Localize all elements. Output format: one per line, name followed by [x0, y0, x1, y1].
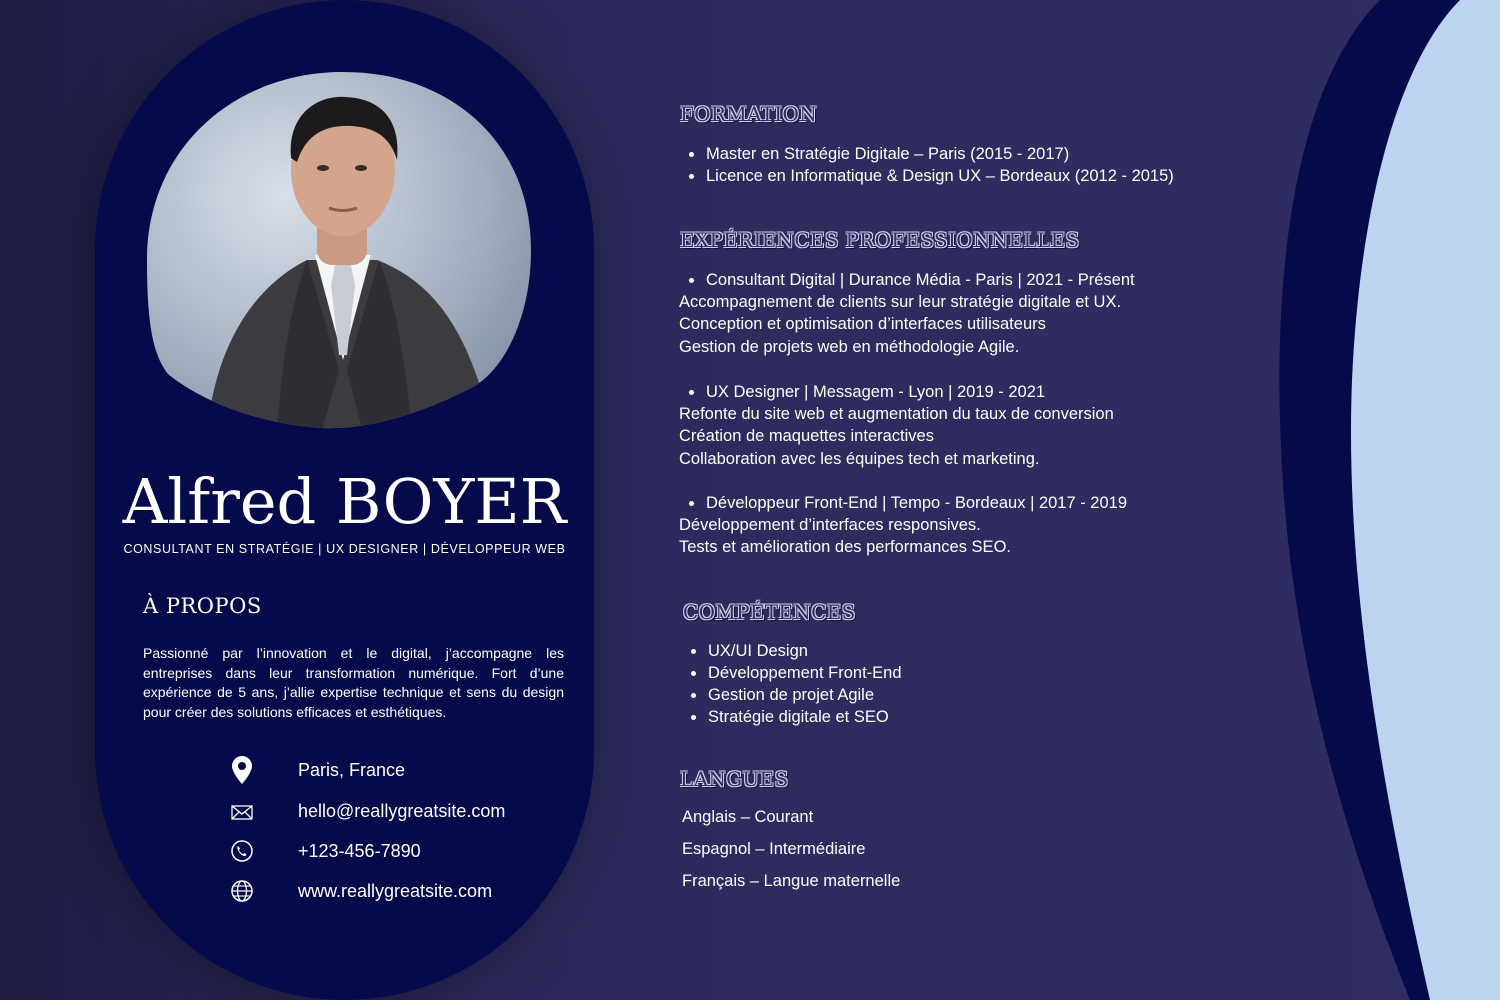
globe-icon [228, 876, 256, 906]
job-line: Accompagnement de clients sur leur stratégie digitale et UX. [679, 293, 1122, 311]
list-item: Gestion de projet Agile [682, 684, 902, 706]
location-pin-icon [228, 755, 256, 785]
contact-website-text[interactable]: www.reallygreatsite.com [298, 880, 493, 901]
contact-phone-text[interactable]: +123-456-7890 [298, 840, 421, 861]
contact-location [228, 755, 406, 785]
job-title: Développeur Front-End | Tempo - Bordeaux | 2017 - 2019 [679, 492, 1127, 514]
job-entry [679, 381, 1114, 470]
job-line: Création de maquettes interactives [679, 427, 934, 446]
formation-list [680, 143, 1174, 187]
job-line: Gestion de projets web en méthodologie Agile. [679, 337, 1020, 356]
language-item: Français – Langue maternelle [682, 872, 901, 890]
email-icon [228, 796, 256, 826]
about-text: Passionné par l’innovation et le digital, j’accompagne les entreprises dans leur transformation numérique. Fort d’une expérience de 5 ans, j’allie expertise technique et sens du design pour créer des solutions efficaces et esthétiques. [143, 645, 564, 720]
job-entry [679, 492, 1127, 559]
about-heading: À PROPOS [143, 594, 262, 618]
experience-heading: EXPÉRIENCES PROFESSIONNELLES [680, 228, 1080, 252]
list-item: Stratégie digitale et SEO [682, 706, 902, 728]
contact-location-text: Paris, France [298, 759, 406, 780]
skills-heading: COMPÉTENCES [683, 600, 856, 624]
phone-icon [228, 836, 256, 866]
languages-heading: LANGUES [680, 767, 789, 791]
job-line: Tests et amélioration des performances SEO. [679, 538, 1011, 557]
job-entry [679, 269, 1135, 358]
job-subtitle: CONSULTANT EN STRATÉGIE | UX DESIGNER | DÉVELOPPEUR WEB [123, 542, 566, 556]
formation-heading: FORMATION [680, 102, 817, 126]
job-title: Consultant Digital | Durance Média - Paris | 2021 - Présent [679, 269, 1135, 291]
skills-list [682, 640, 902, 728]
list-item: Développement Front-End [682, 662, 902, 684]
contact-email-text[interactable]: hello@reallygreatsite.com [298, 800, 506, 821]
job-line: Refonte du site web et augmentation du taux de conversion [679, 405, 1114, 423]
contact-phone[interactable] [228, 836, 421, 866]
contact-website[interactable] [228, 876, 493, 906]
job-line: Collaboration avec les équipes tech et marketing. [679, 449, 1040, 468]
job-line: Conception et optimisation d’interfaces utilisateurs [679, 315, 1046, 334]
list-item: Licence en Informatique & Design UX – Bordeaux (2012 - 2015) [680, 165, 1174, 187]
list-item: Master en Stratégie Digitale – Paris (2015 - 2017) [680, 143, 1174, 165]
language-item: Anglais – Courant [682, 808, 814, 826]
contact-email[interactable] [228, 796, 506, 826]
job-title: UX Designer | Messagem - Lyon | 2019 - 2021 [679, 381, 1114, 403]
list-item: UX/UI Design [682, 640, 902, 662]
job-line: Développement d’interfaces responsives. [679, 516, 981, 534]
language-item: Espagnol – Intermédiaire [682, 840, 866, 858]
person-name: Alfred BOYER [122, 465, 567, 538]
profile-photo [147, 70, 532, 430]
